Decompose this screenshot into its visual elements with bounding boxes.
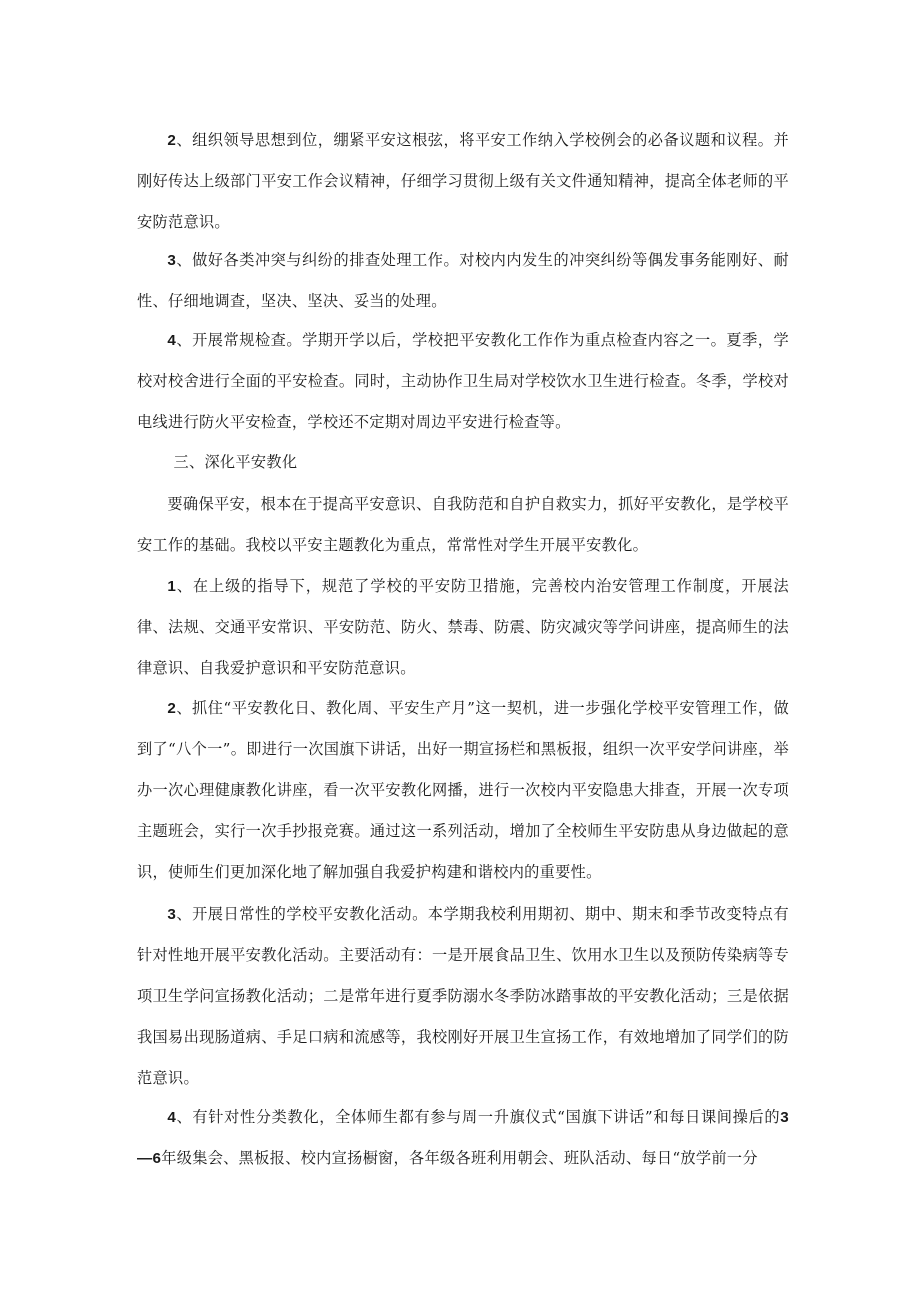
item-daily-activities (137, 894, 789, 1099)
item-text: 、有针对性分类教化，全体师生都有参与周一升旗仪式“国旗下讲话”和每日课间操后的 (176, 1108, 781, 1126)
paragraph-dispute-handling (137, 240, 789, 322)
paragraph-text: 、做好各类冲突与纠纷的排查处理工作。对校内内发生的冲突纠纷等偶发事务能刚好、耐性、仔细地调查，坚决、坚决、妥当的处理。 (137, 251, 789, 310)
item-number: 4 (167, 1109, 177, 1126)
section-heading: 三、深化平安教化 (173, 453, 298, 471)
item-number: 2 (167, 700, 177, 717)
paragraph-routine-inspection (137, 320, 789, 443)
item-number: 3 (167, 906, 177, 923)
item-guidance (137, 566, 789, 689)
paragraph-number: 4 (167, 332, 177, 349)
item-number: 1 (167, 578, 177, 595)
paragraph-number: 3 (167, 252, 177, 269)
item-text: 、在上级的指导下，规范了学校的平安防卫措施，完善校内治安管理工作制度，开展法律、法规、交通平安常识、平安防范、防火、禁毒、防震、防灾减灾等学问讲座，提高师生的法律意识、自我爱护意识和平安防范意识。 (137, 577, 789, 677)
item-text: 、开展日常性的学校平安教化活动。本学期我校利用期初、期中、期末和季节改变特点有针对性地开展平安教化活动。主要活动有：一是开展食品卫生、饮用水卫生以及预防传染病等专项卫生学问宣扬教化活动；二是常年进行夏季防溺水冬季防冰踏事故的平安教化活动；三是依据我国易出现肠道病、手足口病和流感等，我校刚好开展卫生宣扬工作，有效地增加了同学们的防范意识。 (137, 905, 789, 1087)
item-text-continued: 年级集会、黑板报、校内宣扬橱窗，各年级各班利用朝会、班队活动、每日“放学前一分 (161, 1149, 758, 1167)
paragraph-organization (137, 120, 789, 243)
item-targeted-education (137, 1097, 789, 1179)
paragraph-text: 、开展常规检查。学期开学以后，学校把平安教化工作作为重点检查内容之一。夏季，学校对校舍进行全面的平安检查。同时，主动协作卫生局对学校饮水卫生进行检查。冬季，学校对电线进行防火平安检查，学校还不定期对周边平安进行检查等。 (137, 331, 789, 431)
paragraph-text: 、组织领导思想到位，绷紧平安这根弦，将平安工作纳入学校例会的必备议题和议程。并刚好传达上级部门平安工作会议精神，仔细学习贯彻上级有关文件通知精神，提高全体老师的平安防范意识。 (137, 131, 789, 231)
item-text: 、抓住“平安教化日、教化周、平安生产月”这一契机，进一步强化学校平安管理工作，做到了“八个一”。即进行一次国旗下讲话，出好一期宣扬栏和黑板报，组织一次平安学问讲座，举办一次心理健康教化讲座，看一次平安教化网播，进行一次校内平安隐患大排查，开展一次专项主题班会，实行一次手抄报竞赛。通过这一系列活动，增加了全校师生平安防患从身边做起的意识，使师生们更加深化地了解加强自我爱护构建和谐校内的重要性。 (137, 699, 789, 881)
item-campaign (137, 688, 789, 893)
section-intro: 要确保平安，根本在于提高平安意识、自我防范和自护自救实力，抓好平安教化，是学校平安工作的基础。我校以平安主题教化为重点，常常性对学生开展平安教化。 (137, 495, 789, 554)
paragraph-number: 2 (167, 132, 177, 149)
item-grade-range: 3—6 (137, 1109, 789, 1167)
